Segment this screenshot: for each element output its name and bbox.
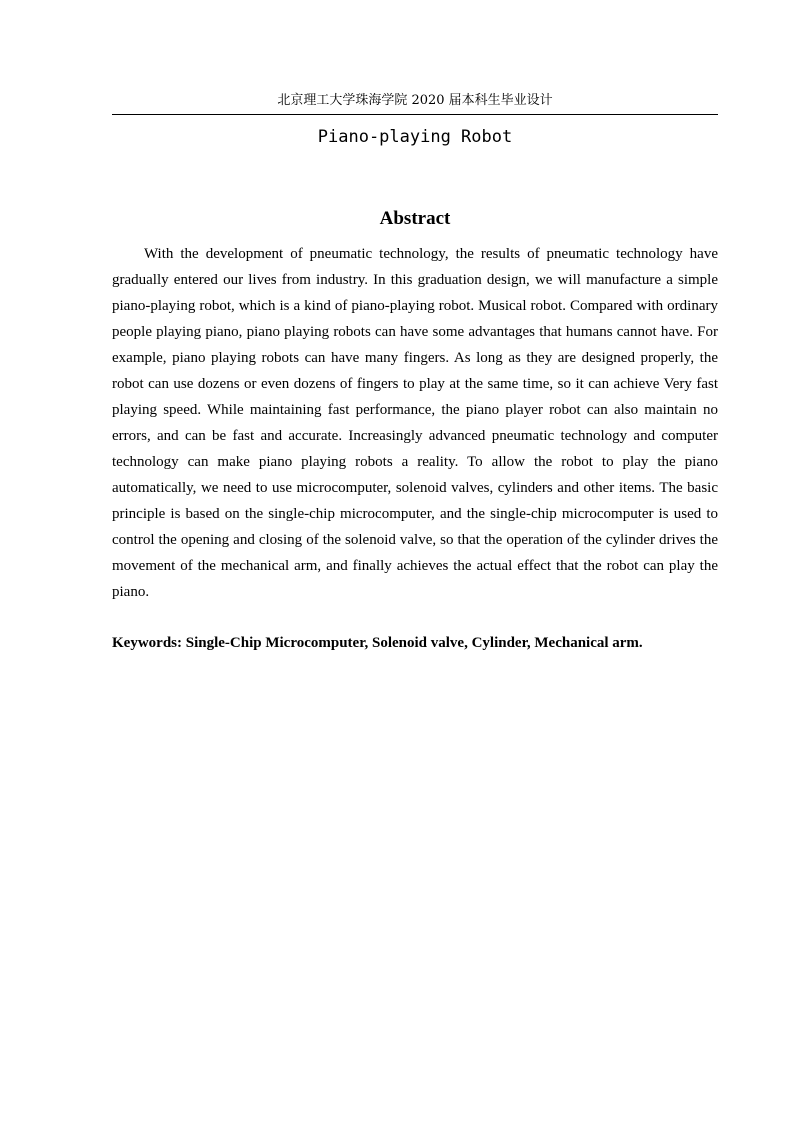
document-title: Piano-playing Robot bbox=[317, 127, 513, 147]
abstract-paragraph: With the development of pneumatic technology, the results of pneumatic technology have gradually entered our lives from industry. In this graduation design, we will manufacture a simple piano-playing robot, which is a kind of piano-playing robot. Musical robot. Compared with ordinary people playing piano, piano playing robots can have some advantages that humans cannot have. For example, piano playing robots can have many fingers. As long as they are designed properly, the robot can use dozens or even dozens of fingers to play at the same time, so it can achieve Very fast playing speed. While maintaining fast performance, the piano player robot can also maintain no errors, and can be fast and accurate. Increasingly advanced pneumatic technology and computer technology can make piano playing robots a reality. To allow the robot to play the piano automatically, we need to use microcomputer, solenoid valves, cylinders and other items. The basic principle is based on the single-chip microcomputer, and the single-chip microcomputer is used to control the opening and closing of the solenoid valve, so that the operation of the cylinder drives the movement of the mechanical arm, and finally achieves the actual effect that the robot can play the piano. bbox=[112, 246, 718, 600]
abstract-heading: Abstract bbox=[379, 208, 451, 229]
keywords-line: Keywords: Single-Chip Microcomputer, Solenoid valve, Cylinder, Mechanical arm. bbox=[112, 635, 643, 651]
running-header: 北京理工大学珠海学院 2020 届本科生毕业设计 bbox=[277, 93, 553, 108]
header-divider bbox=[112, 114, 718, 115]
